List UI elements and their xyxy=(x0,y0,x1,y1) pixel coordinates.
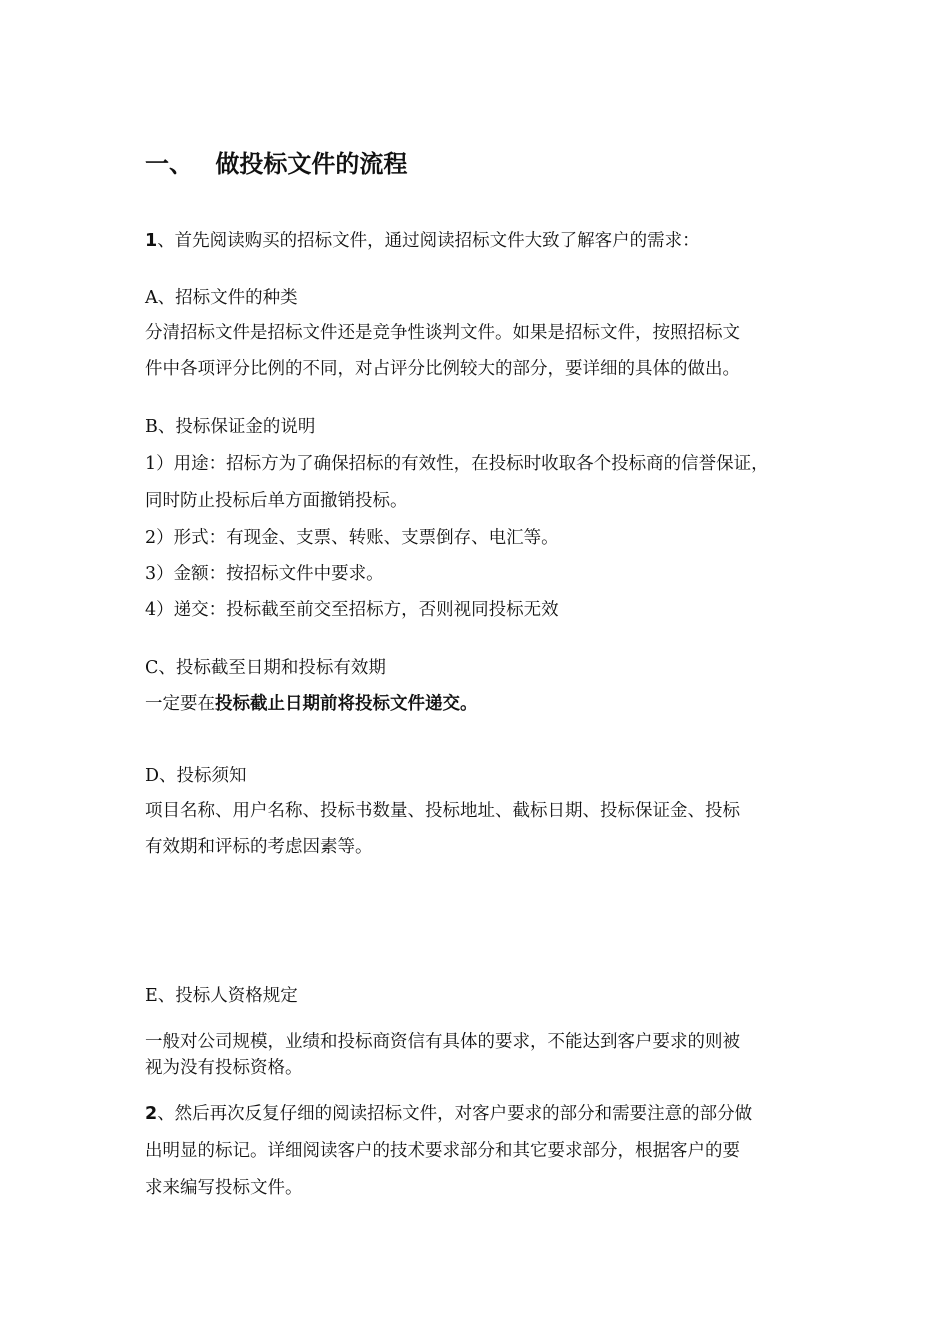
step-2-line xyxy=(145,1102,752,1126)
section-c-line xyxy=(145,692,478,716)
step-1-number: 1 xyxy=(145,231,158,251)
section-c-emphasis: 投标截止日期前将投标文件递交。 xyxy=(215,694,478,714)
heading-number: 一、 xyxy=(145,150,193,178)
step-2-number: 2 xyxy=(145,1104,158,1124)
section-a-title: A、招标文件的种类 xyxy=(145,288,298,308)
step-2-line: 出明显的标记。详细阅读客户的技术要求部分和其它要求部分，根据客户的要 xyxy=(145,1141,740,1161)
section-d-line: 有效期和评标的考虑因素等。 xyxy=(145,837,373,857)
step-1-text: 、首先阅读购买的招标文件，通过阅读招标文件大致了解客户的需求： xyxy=(157,231,700,251)
heading-title: 做投标文件的流程 xyxy=(215,150,408,178)
section-c-title: C、投标截至日期和投标有效期 xyxy=(145,658,386,678)
section-e-line: 一般对公司规模，业绩和投标商资信有具体的要求，不能达到客户要求的则被 xyxy=(145,1032,740,1052)
section-b-line: 同时防止投标后单方面撤销投标。 xyxy=(145,491,408,511)
section-d-line: 项目名称、用户名称、投标书数量、投标地址、截标日期、投标保证金、投标 xyxy=(145,801,740,821)
section-b-line: 1）用途：招标方为了确保招标的有效性，在投标时收取各个投标商的信誉保证， xyxy=(145,454,769,474)
section-b-line: 3）金额：按招标文件中要求。 xyxy=(145,564,384,584)
step-1-paragraph xyxy=(145,229,700,253)
section-b-line: 2）形式：有现金、支票、转账、支票倒存、电汇等。 xyxy=(145,528,559,548)
section-b-title: B、投标保证金的说明 xyxy=(145,417,316,437)
section-d-title: D、投标须知 xyxy=(145,766,247,786)
section-b-line: 4）递交：投标截至前交至招标方，否则视同投标无效 xyxy=(145,600,559,620)
section-c-prefix: 一定要在 xyxy=(145,694,215,714)
section-e-title: E、投标人资格规定 xyxy=(145,986,298,1006)
section-e-line: 视为没有投标资格。 xyxy=(145,1058,303,1078)
section-a-line: 分清招标文件是招标文件还是竞争性谈判文件。如果是招标文件，按照招标文 xyxy=(145,323,740,343)
section-a-line: 件中各项评分比例的不同，对占评分比例较大的部分，要详细的具体的做出。 xyxy=(145,359,740,379)
section-heading xyxy=(145,149,407,179)
step-2-text: 、然后再次反复仔细的阅读招标文件，对客户要求的部分和需要注意的部分做 xyxy=(157,1104,753,1124)
step-2-line: 求来编写投标文件。 xyxy=(145,1178,303,1198)
